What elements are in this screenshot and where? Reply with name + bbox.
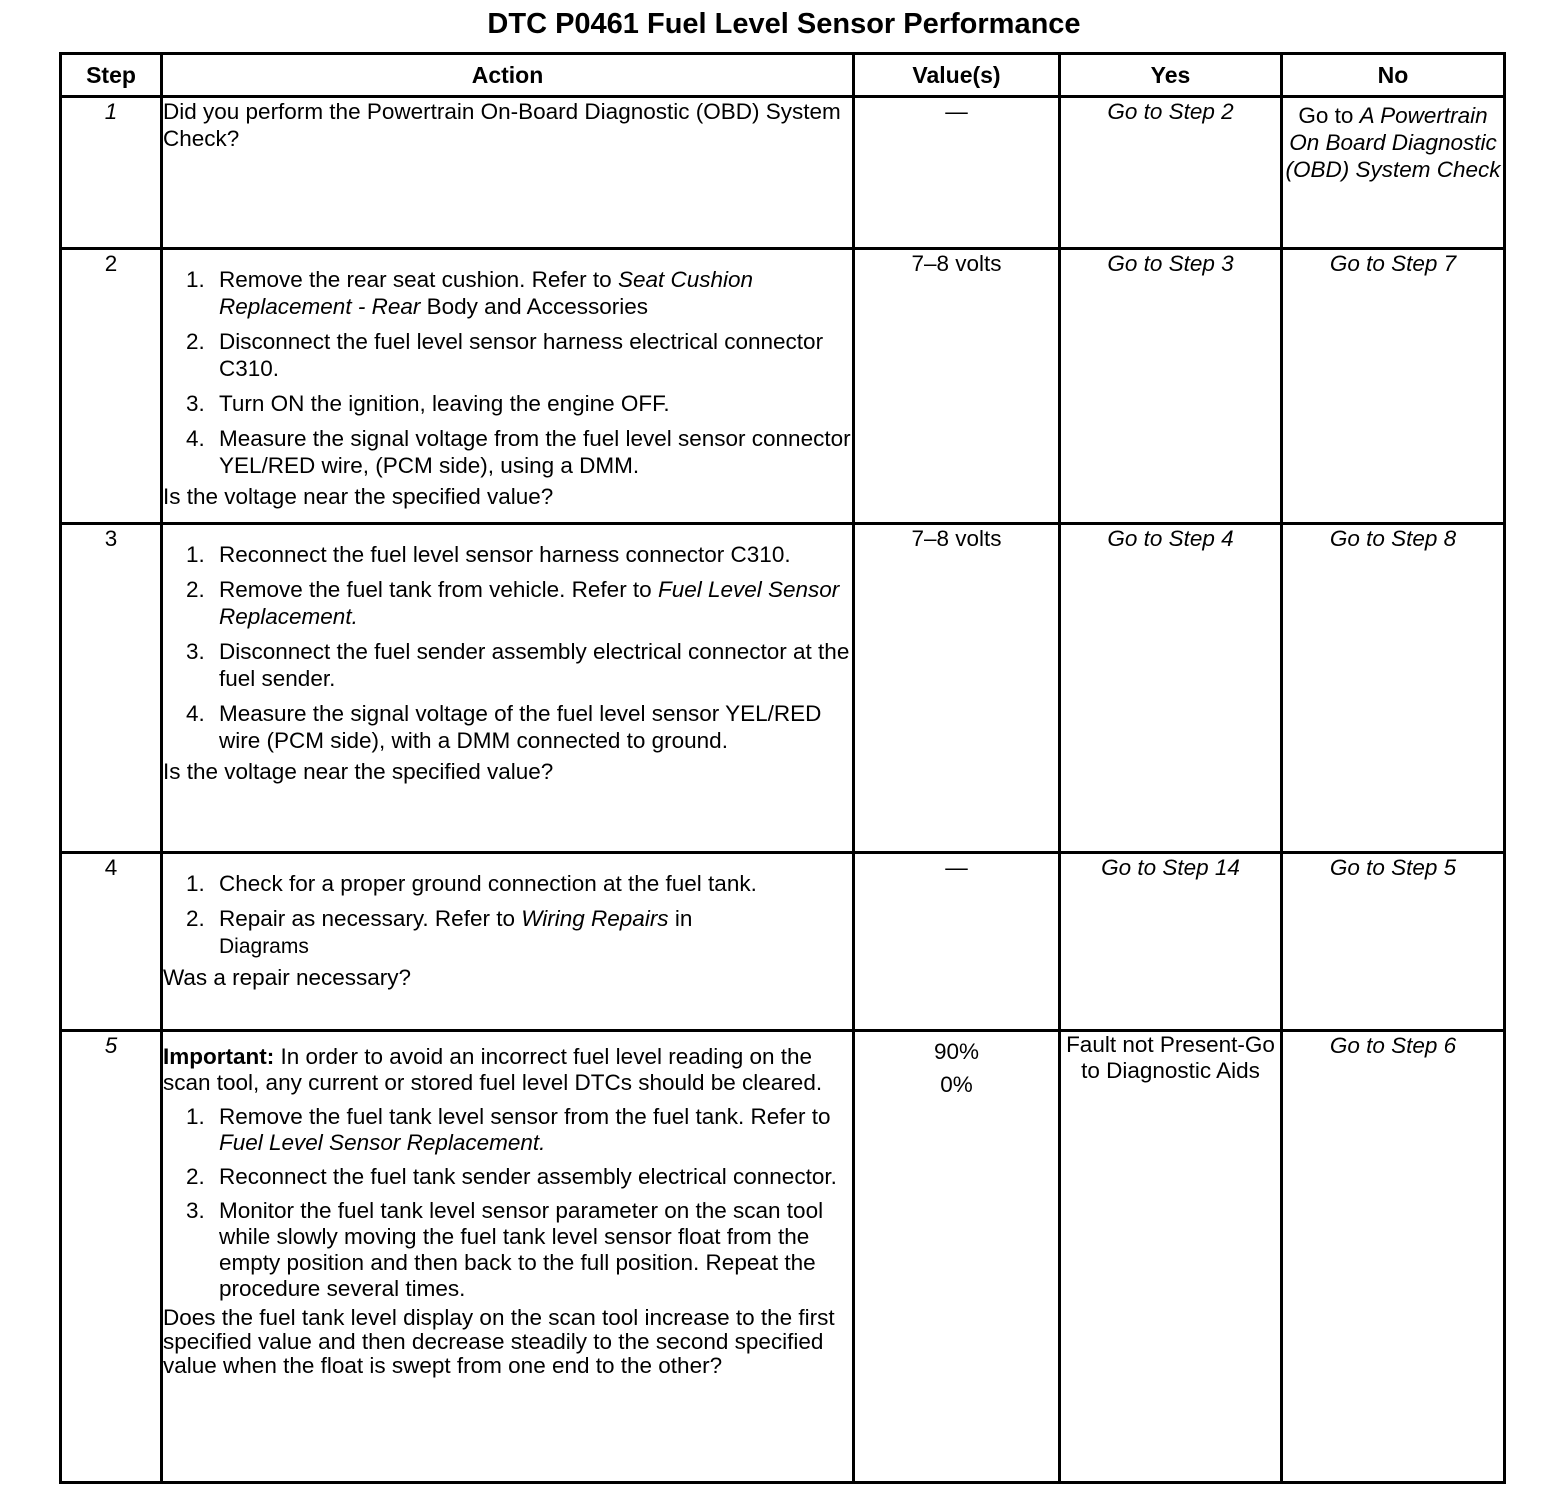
- fuel-level-sensor-reference: Fuel Level Sensor Replacement.: [219, 577, 840, 629]
- value-cell: 7–8 volts: [854, 524, 1060, 853]
- list-item-text: Repair as necessary. Refer to: [219, 906, 522, 931]
- seat-cushion-reference: Seat Cushion Replacement - Rear: [219, 267, 754, 319]
- action-list: [163, 870, 852, 960]
- action-cell: [162, 853, 854, 1031]
- diagnostic-table: [59, 52, 1506, 1484]
- header-action: Action: [162, 54, 854, 97]
- list-item: 4. Measure the signal voltage from the fuel level sensor connector YEL/RED wire, (PCM side), using a DMM.: [211, 425, 852, 479]
- no-cell: Go to Step 7: [1282, 249, 1505, 524]
- table-row: [61, 97, 1505, 249]
- list-item: 1. Reconnect the fuel level sensor harness connector C310.: [211, 541, 852, 568]
- step-number: 1: [61, 97, 162, 249]
- list-item: [211, 905, 852, 960]
- action-question: Is the voltage near the specified value?: [163, 759, 554, 784]
- important-label: Important:: [163, 1044, 275, 1069]
- list-item: [211, 576, 852, 630]
- action-list: [163, 1104, 852, 1302]
- no-cell: Go to Step 6: [1282, 1031, 1505, 1483]
- list-item: 1. Check for a proper ground connection at the fuel tank.: [211, 870, 852, 897]
- table-row: [61, 1031, 1505, 1483]
- header-values: Value(s): [854, 54, 1060, 97]
- table-row: [61, 249, 1505, 524]
- action-list: [163, 266, 852, 479]
- action-question: Was a repair necessary?: [163, 965, 412, 990]
- list-item: 3. Monitor the fuel tank level sensor parameter on the scan tool while slowly moving the fuel tank level sensor float from the empty position and then back to the full position. Repeat the procedure several times.: [211, 1198, 852, 1302]
- first-specified-value: 90%: [933, 1039, 980, 1064]
- header-yes: Yes: [1060, 54, 1282, 97]
- value-cell: —: [854, 97, 1060, 249]
- list-item: 3. Turn ON the ignition, leaving the engine OFF.: [211, 390, 852, 417]
- action-question: Is the voltage near the specified value?: [163, 484, 554, 509]
- yes-cell: Go to Step 2: [1060, 97, 1282, 249]
- yes-cell: Go to Step 4: [1060, 524, 1282, 853]
- important-text: In order to avoid an incorrect fuel level reading on the scan tool, any current or stored fuel level DTCs should be cleared.: [163, 1044, 823, 1095]
- obd-check-reference: A Powertrain On Board Diagnostic (OBD) System Check: [1285, 103, 1501, 182]
- list-item: 2. Disconnect the fuel level sensor harness electrical connector C310.: [211, 328, 852, 382]
- diagrams-reference: Diagrams: [219, 935, 309, 958]
- action-question: Does the fuel tank level display on the scan tool increase to the first specified value and then decrease steadily to the second specified value when the float is swept from one end to the other?: [163, 1305, 835, 1378]
- list-item: 2. Reconnect the fuel tank sender assembly electrical connector.: [211, 1164, 852, 1190]
- no-cell: Go to Step 8: [1282, 524, 1505, 853]
- list-item-text: Body and Accessories: [420, 294, 648, 319]
- value-cell: —: [854, 853, 1060, 1031]
- list-item: [211, 266, 852, 320]
- table-row: [61, 524, 1505, 853]
- value-cell: 7–8 volts: [854, 249, 1060, 524]
- action-cell: [162, 1031, 854, 1483]
- second-specified-value: 0%: [940, 1072, 973, 1097]
- important-note: [163, 1044, 852, 1096]
- table-header-row: [61, 54, 1505, 97]
- action-cell: [162, 97, 854, 249]
- no-cell: Go to Step 5: [1282, 853, 1505, 1031]
- no-cell: [1282, 97, 1505, 249]
- wiring-repairs-reference: Wiring Repairs: [521, 906, 669, 931]
- list-item-text: Remove the fuel tank from vehicle. Refer to: [219, 577, 658, 602]
- header-no: No: [1282, 54, 1505, 97]
- yes-cell: Go to Step 3: [1060, 249, 1282, 524]
- action-list: [163, 541, 852, 754]
- yes-cell: Fault not Present-Go to Diagnostic Aids: [1060, 1031, 1282, 1483]
- header-step: Step: [61, 54, 162, 97]
- list-item-text: Remove the rear seat cushion. Refer to: [219, 267, 618, 292]
- action-question: Did you perform the Powertrain On-Board Diagnostic (OBD) System Check?: [163, 99, 841, 151]
- list-item: 4. Measure the signal voltage of the fuel level sensor YEL/RED wire (PCM side), with a DMM connected to ground.: [211, 700, 852, 754]
- action-cell: [162, 524, 854, 853]
- step-number: 5: [61, 1031, 162, 1483]
- list-item: 3. Disconnect the fuel sender assembly electrical connector at the fuel sender.: [211, 638, 852, 692]
- action-cell: [162, 249, 854, 524]
- yes-cell: Go to Step 14: [1060, 853, 1282, 1031]
- list-item-text: in: [668, 906, 693, 931]
- table-row: [61, 853, 1505, 1031]
- step-number: 3: [61, 524, 162, 853]
- step-number: 2: [61, 249, 162, 524]
- fuel-level-sensor-reference: Fuel Level Sensor Replacement.: [219, 1130, 546, 1155]
- no-prefix: Go to: [1298, 103, 1360, 128]
- value-cell: [854, 1031, 1060, 1483]
- step-number: 4: [61, 853, 162, 1031]
- list-item-text: Remove the fuel tank level sensor from the fuel tank. Refer to: [219, 1104, 831, 1129]
- list-item: [211, 1104, 852, 1156]
- page-title: DTC P0461 Fuel Level Sensor Performance: [487, 8, 1081, 40]
